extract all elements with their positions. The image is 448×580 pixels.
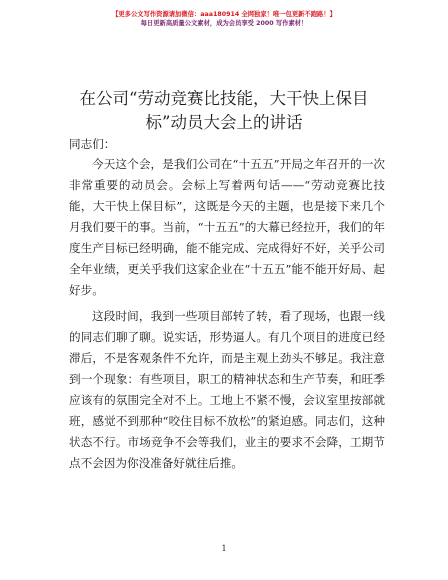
document-title-line-2: 标”动员大会上的讲话 [145, 113, 303, 132]
promo-banner-line-1: 【更多公文写作资源请加微信：aaa180914 全网独家！唯一包更新不跑路！】 [112, 11, 336, 18]
promo-banner [0, 10, 448, 28]
document-title-line-1: 在公司“劳动竞赛比技能，大干快上保目 [79, 89, 369, 108]
page-number: 1 [221, 544, 227, 553]
salutation: 同志们： [69, 137, 116, 151]
promo-banner-line-2: 每日更新高质量公文素材，成为会员享受 2000 写作素材！ [140, 20, 308, 27]
speech-body [69, 154, 385, 479]
body-paragraph: 这段时间，我到一些项目部转了转，看了现场，也跟一线的同志们聊了聊。说实话，形势逼人。有几个项目的进度已经滞后，不是客观条件不允许，而是主观上劲头不够足。我注意到一个现象：有些项目，职工的精神状态和生产节奏，和旺季应该有的氛围完全对不上。工地上不紧不慢，会议室里按部就班，感觉不到那种“咬住目标不放松”的紧迫感。同志们，这种状态不行。市场竞争不会等我们，业主的要求不会降，工期节点不会因为你没准备好就往后推。 [69, 309, 385, 470]
document-title [0, 87, 448, 135]
body-paragraph: 今天这个会，是我们公司在“十五五”开局之年召开的一次非常重要的动员会。会标上写着两句话——“劳动竞赛比技能，大干快上保目标”，这既是今天的主题，也是接下来几个月我们要干的事。当前，“十五五”的大幕已经拉开，我们的年度生产目标已经明确，能不能完成、完成得好不好，关乎公司全年业绩，更关乎我们这家企业在“十五五”能不能开好局、起好步。 [69, 157, 385, 297]
